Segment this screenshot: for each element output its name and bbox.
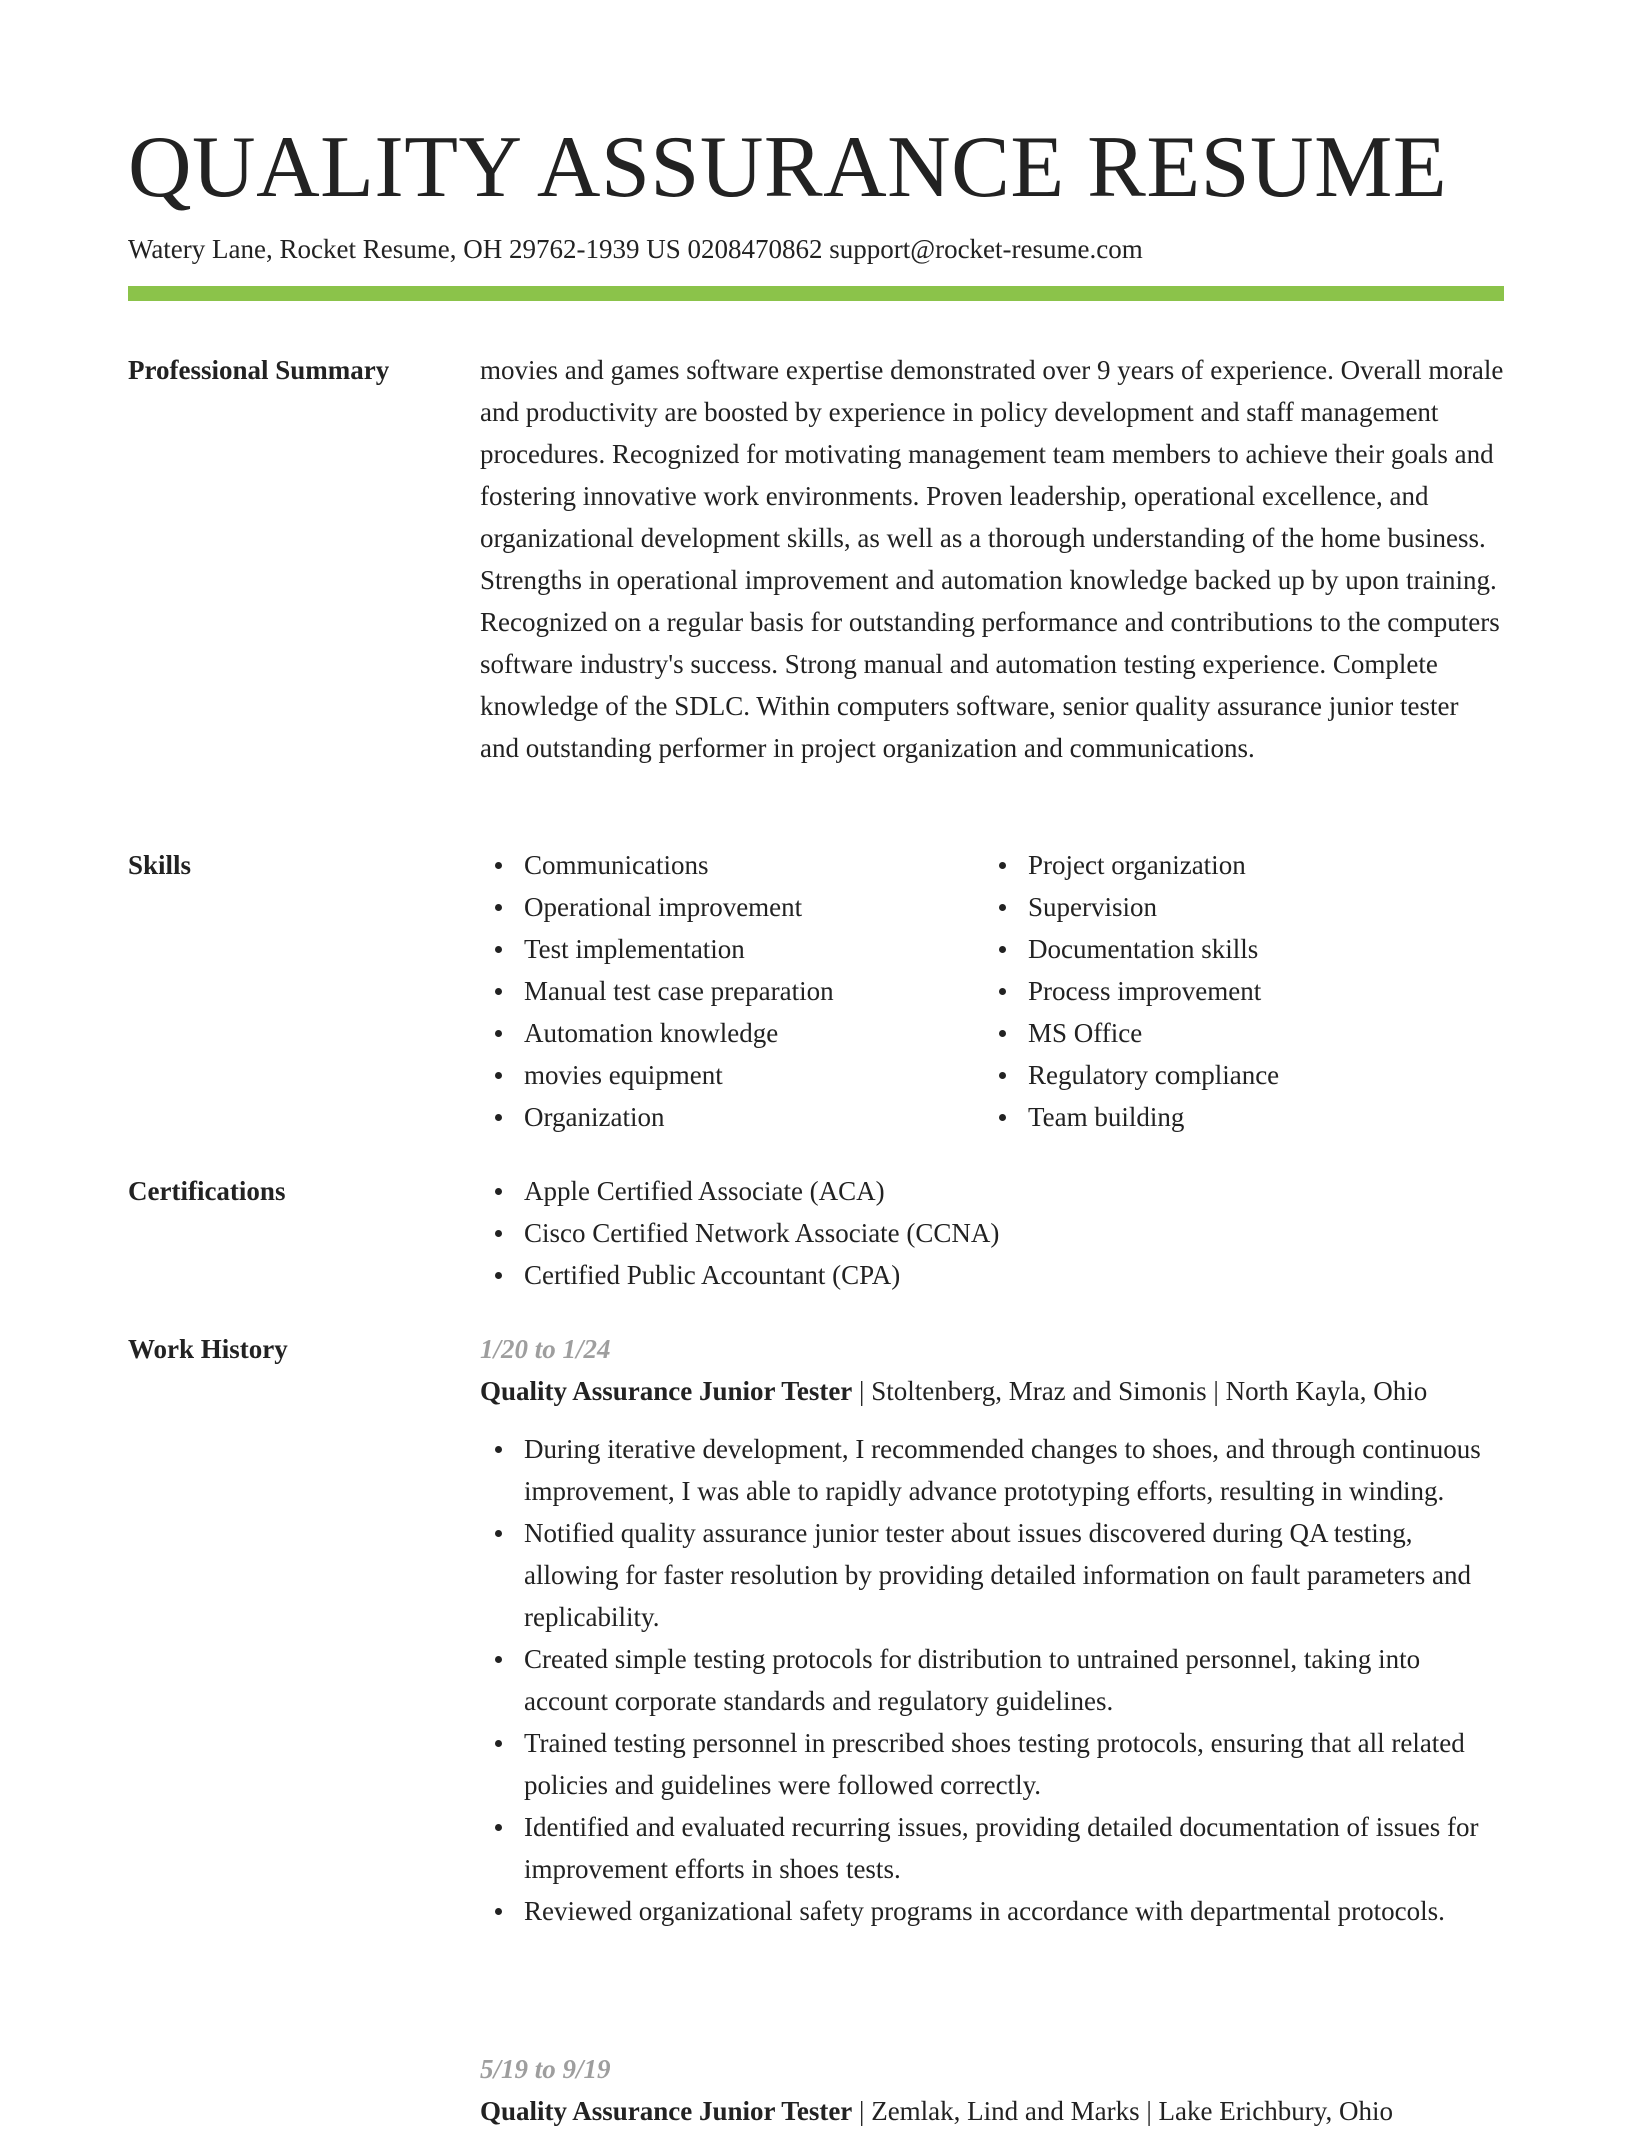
job-duty-item: Notified quality assurance junior tester about issues discovered during QA testing, allowing for faster resolution by providing detailed information on fault parameters and replicability. bbox=[480, 1512, 1504, 1638]
job-heading bbox=[480, 2090, 1504, 2132]
job-duty-item: Created simple testing protocols for distribution to untrained personnel, taking into account corporate standards and regulatory guidelines. bbox=[480, 1638, 1504, 1722]
skill-item: Process improvement bbox=[984, 970, 1488, 1012]
skill-item: Documentation skills bbox=[984, 928, 1488, 970]
work-history-heading: Work History bbox=[128, 1334, 288, 1364]
skill-item: Team building bbox=[984, 1096, 1488, 1138]
certifications-list bbox=[480, 1170, 1504, 1296]
job-entry bbox=[480, 1328, 1504, 1932]
certification-item: Apple Certified Associate (ACA) bbox=[480, 1170, 1504, 1212]
job-entry bbox=[480, 2048, 1504, 2132]
skill-item: Supervision bbox=[984, 886, 1488, 928]
skill-item: MS Office bbox=[984, 1012, 1488, 1054]
job-heading bbox=[480, 1370, 1504, 1412]
job-title: Quality Assurance Junior Tester bbox=[480, 1376, 853, 1406]
job-duty-item: During iterative development, I recommended changes to shoes, and through continuous improvement, I was able to rapidly advance prototyping efforts, resulting in winding. bbox=[480, 1428, 1504, 1512]
certification-item: Cisco Certified Network Associate (CCNA) bbox=[480, 1212, 1504, 1254]
skills-list-left bbox=[480, 844, 984, 1138]
job-duty-item: Identified and evaluated recurring issues, providing detailed documentation of issues for improvement efforts in shoes tests. bbox=[480, 1806, 1504, 1890]
skill-item: Automation knowledge bbox=[480, 1012, 984, 1054]
job-dates: 5/19 to 9/19 bbox=[480, 2054, 611, 2084]
job-company-location: | Stoltenberg, Mraz and Simonis | North Kayla, Ohio bbox=[852, 1376, 1428, 1406]
certifications-body bbox=[480, 1170, 1504, 1296]
skill-item: Communications bbox=[480, 844, 984, 886]
job-dates: 1/20 to 1/24 bbox=[480, 1334, 611, 1364]
summary-text: movies and games software expertise demonstrated over 9 years of experience. Overall morale and productivity are boosted by experience in policy development and staff management procedures. Recognized for motivating management team members to achieve their goals and fostering innovative work environments. Proven leadership, operational excellence, and organizational development skills, as well as a thorough understanding of the home business. Strengths in operational improvement and automation knowledge backed up by upon training. Recognized on a regular basis for outstanding performance and contributions to the computers software industry's success. Strong manual and automation testing experience. Complete knowledge of the SDLC. Within computers software, senior quality assurance junior tester and outstanding performer in project organization and communications. bbox=[480, 355, 1504, 763]
accent-divider bbox=[128, 286, 1504, 301]
job-company-location: | Zemlak, Lind and Marks | Lake Erichbury, Ohio bbox=[852, 2096, 1393, 2126]
certifications-heading: Certifications bbox=[128, 1176, 286, 1206]
skills-heading: Skills bbox=[128, 850, 192, 880]
job-title: Quality Assurance Junior Tester bbox=[480, 2096, 853, 2126]
resume-title: QUALITY ASSURANCE RESUME bbox=[128, 119, 1448, 216]
job-duty-item: Trained testing personnel in prescribed shoes testing protocols, ensuring that all related policies and guidelines were followed correctly. bbox=[480, 1722, 1504, 1806]
skill-item: Manual test case preparation bbox=[480, 970, 984, 1012]
certification-item: Certified Public Accountant (CPA) bbox=[480, 1254, 1504, 1296]
skill-item: Regulatory compliance bbox=[984, 1054, 1488, 1096]
skill-item: Project organization bbox=[984, 844, 1488, 886]
job-duties-list bbox=[480, 1428, 1504, 1932]
contact-line: Watery Lane, Rocket Resume, OH 29762-1939 US 0208470862 support@rocket-resume.com bbox=[128, 234, 1143, 264]
job-duty-item: Reviewed organizational safety programs in accordance with departmental protocols. bbox=[480, 1890, 1504, 1932]
summary-body bbox=[480, 349, 1504, 769]
work-history-body bbox=[480, 1328, 1504, 2126]
skill-item: Organization bbox=[480, 1096, 984, 1138]
skill-item: Operational improvement bbox=[480, 886, 984, 928]
skills-body bbox=[480, 844, 1504, 1138]
summary-heading: Professional Summary bbox=[128, 355, 390, 385]
skill-item: movies equipment bbox=[480, 1054, 984, 1096]
skills-list-right bbox=[984, 844, 1488, 1138]
skill-item: Test implementation bbox=[480, 928, 984, 970]
